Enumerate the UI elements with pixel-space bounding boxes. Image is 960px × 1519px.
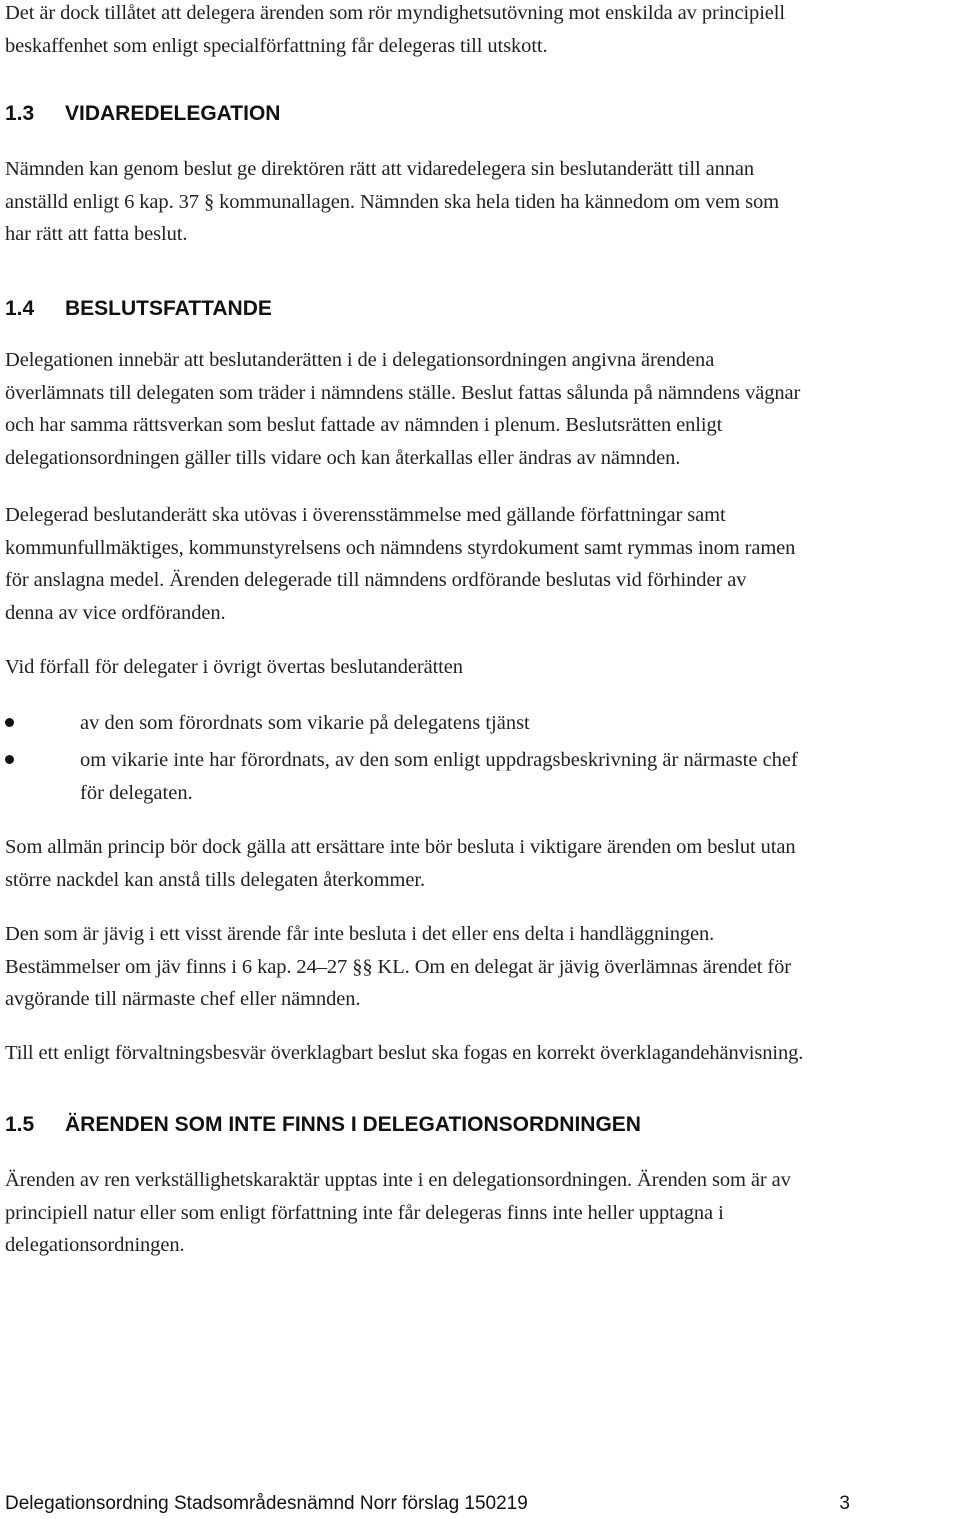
- text-line: Som allmän princip bör dock gälla att ersättare inte bör besluta i viktigare ärenden om beslut utan: [5, 836, 796, 858]
- text-line: delegationsordningen gäller tills vidare och kan återkallas eller ändras av nämnden.: [5, 446, 681, 469]
- section-title: ÄRENDEN SOM INTE FINNS I DELEGATIONSORDNINGEN: [65, 1113, 641, 1136]
- text-line: Ärenden av ren verkställighetskaraktär upptas inte i en delegationsordningen. Ärenden som är av: [5, 1169, 791, 1191]
- text-line: större nackdel kan anstå tills delegaten återkommer.: [5, 868, 426, 891]
- text-line: Det är dock tillåtet att delegera ärenden som rör myndighetsutövning mot enskilda av principiell: [5, 2, 785, 24]
- section-number: 1.3: [5, 102, 35, 125]
- section-1-4-paragraph-2: [5, 499, 960, 629]
- page-number: 3: [839, 1493, 850, 1514]
- text-line: Delegerad beslutanderätt ska utövas i överensstämmelse med gällande författningar samt: [5, 504, 726, 526]
- section-1-4-paragraph-3: [5, 651, 960, 684]
- section-number: 1.4: [5, 297, 35, 320]
- text-line: Den som är jävig i ett visst ärende får inte besluta i det eller ens delta i handläggningen.: [5, 923, 715, 945]
- section-number: 1.5: [5, 1113, 35, 1136]
- text-line: Delegationen innebär att beslutanderätten i de i delegationsordningen angivna ärendena: [5, 349, 715, 371]
- section-heading-1-3: [5, 99, 280, 129]
- footer-title: Delegationsordning Stadsområdesnämnd Norr förslag 150219: [5, 1493, 528, 1514]
- text-line: Bestämmelser om jäv finns i 6 kap. 24–27 §§ KL. Om en delegat är jävig överlämnas ärendet för: [5, 955, 791, 978]
- text-line: kommunfullmäktiges, kommunstyrelsens och nämndens styrdokument samt rymmas inom ramen: [5, 536, 796, 559]
- text-line: delegationsordningen.: [5, 1234, 185, 1256]
- section-1-4-paragraph-6: [5, 1037, 960, 1070]
- text-line: denna av vice ordföranden.: [5, 601, 226, 624]
- bullet-icon: [5, 755, 14, 764]
- section-1-5-paragraph: [5, 1164, 960, 1262]
- document-page: [5, 0, 960, 1519]
- text-line: beskaffenhet som enligt specialförfattning får delegeras till utskott.: [5, 34, 548, 57]
- section-1-4-paragraph-4: [5, 831, 960, 896]
- section-title: BESLUTSFATTANDE: [65, 297, 272, 320]
- text-line: Nämnden kan genom beslut ge direktören rätt att vidaredelegera sin beslutanderätt till annan: [5, 158, 755, 180]
- text-line: och har samma rättsverkan som beslut fattade av nämnden i plenum. Beslutsrätten enligt: [5, 414, 723, 436]
- list-item-text: av den som förordnats som vikarie på delegatens tjänst: [80, 712, 530, 734]
- list-item-text: för delegaten.: [80, 782, 193, 804]
- section-1-4-paragraph-5: [5, 918, 960, 1016]
- section-1-3-paragraph: [5, 153, 960, 251]
- page-footer: [5, 1492, 850, 1516]
- section-heading-1-4: [5, 294, 272, 324]
- list-item-text: om vikarie inte har förordnats, av den som enligt uppdragsbeskrivning är närmaste chef: [80, 749, 798, 771]
- section-heading-1-5: [5, 1110, 641, 1140]
- text-line: Vid förfall för delegater i övrigt övertas beslutanderätten: [5, 656, 463, 678]
- section-1-4-paragraph-1: [5, 344, 960, 474]
- text-line: anställd enligt 6 kap. 37 § kommunallagen. Nämnden ska hela tiden ha kännedom om vem som: [5, 190, 780, 213]
- text-line: för anslagna medel. Ärenden delegerade till nämndens ordförande beslutas vid förhinder av: [5, 569, 747, 591]
- text-line: Till ett enligt förvaltningsbesvär överklagbart beslut ska fogas en korrekt överklagandehänvisning.: [5, 1042, 804, 1064]
- section-title: VIDAREDELEGATION: [65, 102, 281, 125]
- text-line: principiell natur eller som enligt författning inte får delegeras finns inte heller upptagna i: [5, 1201, 724, 1224]
- text-line: avgörande till närmaste chef eller nämnden.: [5, 988, 361, 1010]
- text-line: överlämnats till delegaten som träder i nämndens ställe. Beslut fattas sålunda på nämndens vägnar: [5, 381, 801, 404]
- intro-paragraph: [5, 0, 960, 62]
- text-line: har rätt att fatta beslut.: [5, 223, 188, 245]
- bullet-icon: [5, 718, 14, 727]
